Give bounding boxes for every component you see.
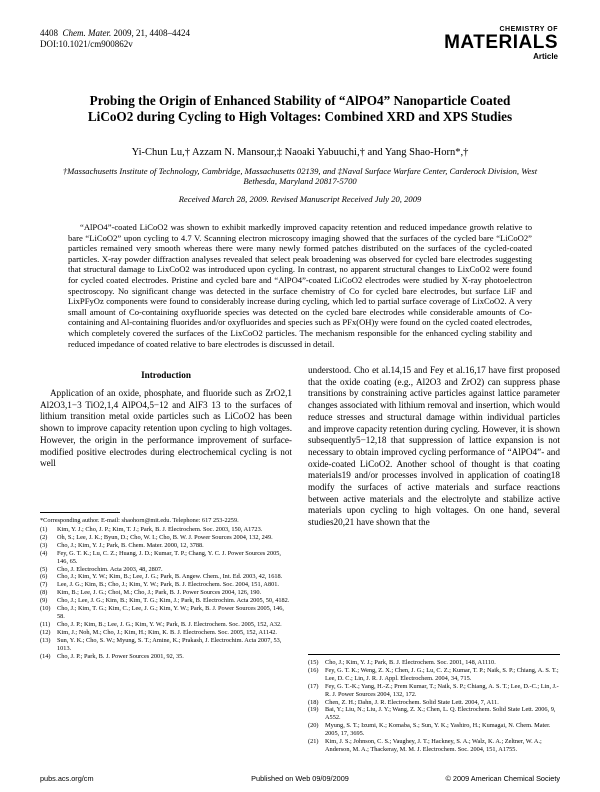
reference-item (40, 534, 292, 542)
reference-text: Kim, Y. J.; Cho, J. P.; Kim, T. J.; Park, B. J. Electrochem. Soc. 2003, 150, A1723. (57, 526, 263, 533)
reference-text: Bai, Y.; Liu, N.; Liu, J. Y.; Wang, Z. X.; Chen, L. Q. Electrochem. Solid State Lett. 2006, 9, A552. (325, 706, 556, 722)
reference-divider (308, 654, 560, 655)
reference-number: (13) (40, 636, 51, 644)
reference-number: (8) (40, 589, 48, 597)
abstract-text: “AlPO4”-coated LiCoO2 was shown to exhibit markedly improved capacity retention and reduced impedance growth relative to bare “LiCoO2” upon cycling to 4.7 V. Scanning electron microscopy imaging showed that the surfaces of the cycled bare “LiCoO2” particles remained very smooth whereas there were many newly formed patches distributed on the surfaces of the cycled-coated particles. X-ray powder diffraction analyses revealed that select peak broadening was observed for cycled bare electrodes suggesting that structural damage to LixCoO2 was introduced upon cycling. In contrast, no apparent structural changes to LixCoO2 were found for cycled coated electrodes. Pristine and cycled bare and “AlPO4”-coated LiCoO2 electrodes were studied by X-ray photoelectron spectroscopy. No significant change was detected in the surface chemistry of Co for cycled bare electrodes, but surface LiF and LixPFyOz components were found to considerably increase during cycling, which led to partial surface coverage of LixCoO2. A very small amount of Co-containing oxyfluoride species was detected on the cycled bare electrodes while considerable amounts of Co-containing and Al-containing fluorides and/or oxyfluorides and species such as PFx(OH)y were found on the cycled coated electrodes, which completely covered the surfaces of the LixCoO2 particles. The mechanism responsible for the enhanced cycling stability and reduced impedance of coated relative to bare electrodes is discussed in detail. (68, 222, 532, 349)
reference-number: (19) (308, 706, 319, 714)
reference-text: Cho, J. Electrochim. Acta 2003, 48, 2807. (57, 565, 163, 573)
doi: DOI:10.1021/cm900862v (40, 39, 133, 49)
reference-number: (20) (308, 722, 319, 730)
reference-item (40, 550, 292, 566)
reference-text: Fey, G. T.-K.; Yang, H.-Z.; Prem Kumar, T.; Naik, S. P.; Chiang, A. S. T.; Lee, D.-C.; Lin, J.-R. J. Power Sources 2004, 132, 172. (325, 682, 559, 698)
reference-item (40, 605, 292, 621)
reference-number: (18) (308, 698, 319, 706)
author-list: Yi-Chun Lu,† Azzam N. Mansour,‡ Naoaki Yabuuchi,† and Yang Shao-Horn*,† (131, 147, 469, 158)
affiliations: †Massachusetts Institute of Technology, Cambridge, Massachusetts 02139, and ‡Naval Surface Warfare Center, Carderock Division, West Bethesda, Maryland 20817-5700 (62, 166, 538, 186)
reference-number: (5) (40, 565, 48, 573)
reference-item (40, 566, 292, 574)
intro-paragraph-1: Application of an oxide, phosphate, and fluoride such as ZrO2,1 Al2O3,1−3 TiO2,1,4 AlPO4,5−12 and AlF3 13 to the surfaces of lithium transition metal oxide particles such as LiCoO2 has been shown to improve capacity retention upon cycling to high voltages. However, the origin in the performance improvement of surface-modified positive electrodes during electrochemical cycling is not well (40, 388, 292, 469)
reference-text: Cho, J.; Kim, Y. J.; Park, B. J. Electrochem. Soc. 2001, 148, A1110. (325, 659, 496, 666)
article-type: Article (533, 52, 558, 61)
reference-list-left (40, 526, 292, 660)
reference-item (40, 581, 292, 589)
reference-item (40, 629, 292, 637)
reference-number: (1) (40, 526, 48, 533)
reference-number: (16) (308, 666, 319, 674)
reference-number: (9) (40, 597, 48, 605)
reference-list-right (308, 659, 560, 754)
footer-copyright: © 2009 American Chemical Society (445, 774, 560, 783)
reference-item (40, 637, 292, 653)
reference-text: Cho, J.; Kim, T. G.; Kim, C.; Lee, J. G.; Kim, Y. W.; Park, B. J. Power Sources 2005, 146, 58. (57, 605, 284, 620)
reference-item (308, 699, 560, 707)
article-title: Probing the Origin of Enhanced Stability of “AlPO4” Nanoparticle Coated LiCoO2 during Cycling to High Voltages: Combined XRD and XPS Studies (87, 93, 513, 124)
reference-text: Cho, J. P.; Kim, B.; Lee, J. G.; Kim, Y. W.; Park, B. J. Electrochem. Soc. 2005, 152, A32. (57, 620, 282, 628)
reference-item (40, 621, 292, 629)
reference-text: Chen, Z. H.; Dahn, J. R. Electrochem. Solid State Lett. 2004, 7, A11. (325, 698, 499, 706)
reference-text: Oh, S.; Lee, J. K.; Byun, D.; Cho, W. I.; Cho, B. W. J. Power Sources 2004, 132, 249. (57, 533, 273, 541)
reference-number: (10) (40, 605, 51, 613)
received-dates: Received March 28, 2009. Revised Manuscript Received July 20, 2009 (178, 194, 422, 204)
logo-line1: CHEMISTRY OF (499, 26, 558, 33)
footnote-divider (40, 512, 120, 513)
intro-left-column (40, 388, 292, 470)
reference-text: Cho, J.; Lee, J. G.; Kim, B.; Kim, T. G.; Kim, J.; Park, B. Electrochim. Acta 2005, 50, 4182. (57, 597, 290, 605)
reference-number: (3) (40, 541, 48, 549)
reference-item (40, 597, 292, 605)
reference-number: (11) (40, 620, 51, 628)
reference-text: Cho, J. P.; Park, B. J. Power Sources 2001, 92, 35. (57, 652, 184, 660)
reference-item (308, 667, 560, 683)
reference-item (40, 653, 292, 661)
reference-text: Fey, G. T. K.; Lu, C. Z.; Huang, J. D.; Kumar, T. P.; Chang, Y. C. J. Power Sources 2005, 146, 65. (57, 549, 281, 565)
abstract (68, 222, 532, 349)
reference-number: (7) (40, 581, 48, 589)
reference-text: Lee, J. G.; Kim, B.; Cho, J.; Kim, Y. W.; Park, B. J. Electrochem. Soc. 2004, 151, A801. (57, 581, 279, 589)
reference-text: Kim, J. S.; Johnson, C. S.; Vaughey, J. T.; Hackney, S. A.; Walz, K. A.; Zeltner, W. A.; Anderson, M. A.; Thackeray, M. M. J. Electrochem. Soc. 2004, 151, A1755. (325, 738, 542, 753)
reference-item (308, 722, 560, 738)
reference-item (308, 706, 560, 722)
reference-text: Sun, Y. K.; Cho, S. W.; Myung, S. T.; Amine, K.; Prakash, J. Electrochim. Acta 2007, 53, 1013. (57, 636, 282, 652)
reference-text: Myung, S. T.; Izumi, K.; Komaba, S.; Sun, Y. K.; Yashiro, H.; Kumagai, N. Chem. Mater. 2005, 17, 3695. (325, 722, 551, 738)
reference-item (40, 573, 292, 581)
reference-item (40, 589, 292, 597)
reference-number: (12) (40, 628, 51, 636)
reference-number: (14) (40, 652, 51, 660)
reference-number: (4) (40, 549, 48, 557)
footer-published: Published on Web 09/09/2009 (251, 774, 349, 783)
footer-url[interactable]: pubs.acs.org/cm (40, 774, 94, 783)
reference-text: Cho, J.; Kim, Y. W.; Kim, B.; Lee, J. G.; Park, B. Angew. Chem., Int. Ed. 2003, 42, 1618. (57, 573, 283, 581)
reference-text: Cho, J.; Kim, Y. J.; Park, B. Chem. Mater. 2000, 12, 3788. (57, 541, 204, 549)
reference-number: (15) (308, 659, 319, 666)
reference-number: (21) (308, 738, 319, 746)
reference-number: (2) (40, 533, 48, 541)
page-header (40, 28, 190, 50)
reference-number: (6) (40, 573, 48, 581)
reference-item (308, 683, 560, 699)
reference-text: Fey, G. T. K.; Weng, Z. X.; Chen, J. G.; Lu, C. Z.; Kumar, T. P.; Naik, S. P.; Chiang, A. S. T.; Lee, D. C.; Lin, J. R. J. Appl. Electrochem. 2004, 34, 715. (325, 666, 559, 682)
corresponding-author-note: *Corresponding author. E-mail: shaohorn@mit.edu. Telephone: 617 253-2259. (40, 517, 239, 524)
journal-name: Chem. Mater. (62, 28, 112, 38)
page-number: 4408 (40, 28, 58, 38)
reference-text: Kim, B.; Lee, J. G.; Choi, M.; Cho, J.; Park, B. J. Power Sources 2004, 126, 190. (57, 589, 262, 597)
logo-line2: MATERIALS (444, 32, 558, 53)
intro-paragraph-continued: understood. Cho et al.14,15 and Fey et al.16,17 have first proposed that the oxide coating (e.g., Al2O3 and ZrO2) can suppress phase transitions by constraining active particles against lattice parameter changes associated with lithium removal and insertion, which would reduce stresses and structural damage within individual particles and improve capacity retention during cycling. However, it is shown subsequently5−12,18 that suppression of lattice expansion is not necessary to obtain improved cycling performance of “AlPO4”- and oxide-coated LiCoO2. Another school of thought is that coating materials19 and/or processes involved in application of coating18 modify the surfaces of active materials and surface reactions between active materials and the electrolyte and stabilize active materials upon cycling to high voltages. On one hand, several studies20,21 have shown that the (308, 365, 560, 528)
reference-number: (17) (308, 682, 319, 690)
reference-item (308, 659, 560, 667)
journal-logo (444, 26, 558, 62)
section-heading-introduction: Introduction (141, 370, 191, 380)
reference-item (40, 526, 292, 534)
reference-item (308, 738, 560, 754)
intro-right-column (308, 365, 560, 529)
reference-text: Kim, J.; Noh, M.; Cho, J.; Kim, H.; Kim, K. B. J. Electrochem. Soc. 2005, 152, A1142. (57, 628, 277, 636)
reference-item (40, 542, 292, 550)
citation: 2009, 21, 4408–4424 (113, 28, 190, 38)
